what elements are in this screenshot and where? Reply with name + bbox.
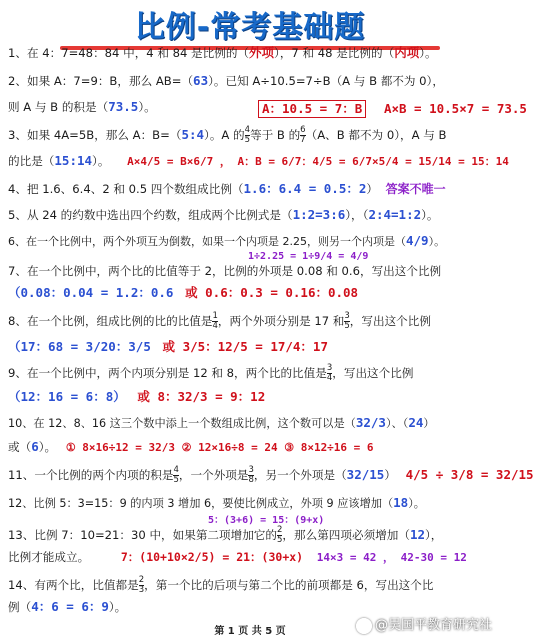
- answer: 32/3: [355, 415, 386, 430]
- answer: 4/9: [406, 233, 429, 248]
- answer: 18: [393, 495, 409, 510]
- answer: 12: [409, 527, 426, 542]
- watermark-logo-icon: [356, 618, 372, 634]
- fraction: $\frac{4}{5}$: [173, 465, 179, 485]
- fraction: $\frac{3}{5}$: [344, 311, 350, 331]
- work: 7：(10+10×2/5) = 21：(30+x): [120, 550, 304, 564]
- fraction: $\frac{6}{7}$: [300, 125, 306, 145]
- question-9-answer: [8, 388, 496, 406]
- question-13-line-2: 比例才能成立。 7：(10+10×2/5) = 21：(30+x) 14×3 = 42 ， 42-30 = 12: [8, 550, 467, 564]
- answer: （12：16 = 6：8）: [8, 389, 126, 404]
- question-4: 4、把 1.6、6.4、2 和 0.5 四个数组成比例（1.6：6.4 = 0.5：2） 答案不唯一: [8, 181, 446, 196]
- question-8-answer: [8, 338, 496, 356]
- answer: 15:14: [54, 153, 93, 168]
- answer: （0.08：0.04 = 1.2：0.6: [8, 285, 174, 300]
- work: A×4/5 = B×6/7 ， A：B = 6/7：4/5 = 6/7×5/4 = 15/14 = 15：14: [127, 155, 509, 168]
- fraction: $\frac{1}{4}$: [212, 311, 218, 331]
- question-3: 3、如果 4A=5B，那么 A：B=（5:4）。A 的 $\frac{4}{5}$ 等于 B 的 $\frac{6}{7}$ （A、B 都不为 0），A 与 B: [8, 125, 447, 145]
- question-13: 13、比例 7：10=21：30 中，如果第二项增加它的 $\frac{2}{5}$ ，那么第四项必须增加（12），: [8, 525, 443, 545]
- watermark: @吴国平教育研究社: [356, 614, 492, 634]
- question-1: 1、在 4：7=48：84 中，4 和 84 是比例的（外项），7 和 48 是比例的（内项）。: [8, 45, 437, 60]
- fraction: $\frac{2}{3}$: [138, 575, 145, 595]
- question-5: 5、从 24 的约数中选出四个约数，组成两个比例式是（1:2=3:6），（2:4=1:2）。: [8, 207, 439, 222]
- answer: 73.5: [108, 99, 139, 114]
- question-2-work: [258, 100, 527, 118]
- work: 14×3 = 42 ， 42-30 = 12: [316, 551, 467, 564]
- answer-alt: 或 8：32/3 = 9：12: [137, 389, 266, 404]
- question-6: 6、在一个比例中，两个外项互为倒数，如果一个内项是 2.25，则另一个内项是（4/9）。: [8, 233, 446, 248]
- answer: 2:4=1:2: [368, 207, 422, 222]
- answer-alt: 或 3/5：12/5 = 17/4：17: [162, 339, 328, 354]
- note: 答案不唯一: [385, 182, 446, 196]
- fraction: $\frac{4}{5}$: [244, 125, 251, 145]
- fraction: $\frac{3}{4}$: [326, 363, 333, 383]
- answer-alt: 或 0.6：0.3 = 0.16：0.08: [185, 285, 359, 300]
- work: 1÷2.25 = 1÷9/4 = 4/9: [248, 251, 369, 262]
- answer: 63: [193, 73, 209, 88]
- work: 5：(3+6) = 15：(9+x): [208, 515, 325, 526]
- question-3-line-2: 的比是（15:14）。 A×4/5 = B×6/7 ， A：B = 6/7：4/5 = 6/7×5/4 = 15/14 = 15：14: [8, 153, 509, 168]
- answer: （17：68 = 3/20：3/5: [8, 339, 151, 354]
- question-9: 9、在一个比例中，两个内项分别是 12 和 8，两个比的比值是 $\frac{3}{4}$ ，写出这个比例: [8, 363, 414, 383]
- question-12: 12、比例 5：3=15：9 的内项 3 增加 6，要使比例成立，外项 9 应该增加（18）。: [8, 495, 425, 510]
- answer: 5:4: [181, 127, 205, 142]
- question-2-line-2: 则 A 与 B 的积是（73.5）。: [8, 99, 156, 114]
- page-title: 比例-常考基础题: [0, 2, 500, 50]
- answer: 32/15: [346, 467, 385, 482]
- question-7-answer: [8, 284, 496, 302]
- question-7: 7、在一个比例中，两个比的比值等于 2，比例的外项是 0.08 和 0.6，写出这个比例: [8, 264, 442, 278]
- question-11: 11、一个比例的两个内项的积是 $\frac{4}{5}$ ，一个外项是 $\frac{3}{8}$ ，另一个外项是（32/15） 4/5 ÷ 3/8 = 32/15: [8, 465, 534, 485]
- answer: 1.6：6.4 = 0.5：2: [243, 181, 367, 196]
- answer: 外项: [249, 45, 275, 60]
- question-2: 2、如果 A：7=9：B，那么 AB=（63）。已知 A÷10.5=7÷B（A 与 B 都不为 0），: [8, 73, 444, 88]
- fraction: $\frac{3}{8}$: [248, 465, 254, 485]
- answer: 6: [31, 439, 39, 454]
- question-10-line-2: 或（6）。 ① 8×16÷12 = 32/3 ② 12×16÷8 = 24 ③ 8×12÷16 = 6: [8, 439, 374, 454]
- answer: 4：6 = 6：9: [31, 599, 109, 614]
- page-number: 第 1 页 共 5 页: [214, 626, 286, 637]
- question-14: 14、有两个比，比值都是 $\frac{2}{3}$ ，第一个比的后项与第二个比的前项都是 6，写出这个比: [8, 575, 434, 595]
- question-10: 10、在 12、8、16 这三个数中添上一个数组成比例，这个数可以是（32/3）、（24）: [8, 415, 435, 430]
- boxed-proportion: A：10.5 = 7：B: [258, 100, 366, 118]
- answer: 1:2=3:6: [292, 207, 346, 222]
- fraction: $\frac{2}{5}$: [276, 525, 283, 545]
- question-14-line-2: 例（4：6 = 6：9）。: [8, 599, 127, 614]
- work: A×B = 10.5×7 = 73.5: [383, 101, 527, 116]
- answer: 24: [408, 415, 424, 430]
- work: ① 8×16÷12 = 32/3 ② 12×16÷8 = 24 ③ 8×12÷16 = 6: [65, 441, 374, 454]
- answer: 内项: [394, 45, 420, 60]
- question-8: 8、在一个比例，组成比例的比的比值是 $\frac{1}{4}$ ，两个外项分别是 17 和 $\frac{3}{5}$ ，写出这个比例: [8, 311, 431, 331]
- work: 4/5 ÷ 3/8 = 32/15: [405, 467, 534, 482]
